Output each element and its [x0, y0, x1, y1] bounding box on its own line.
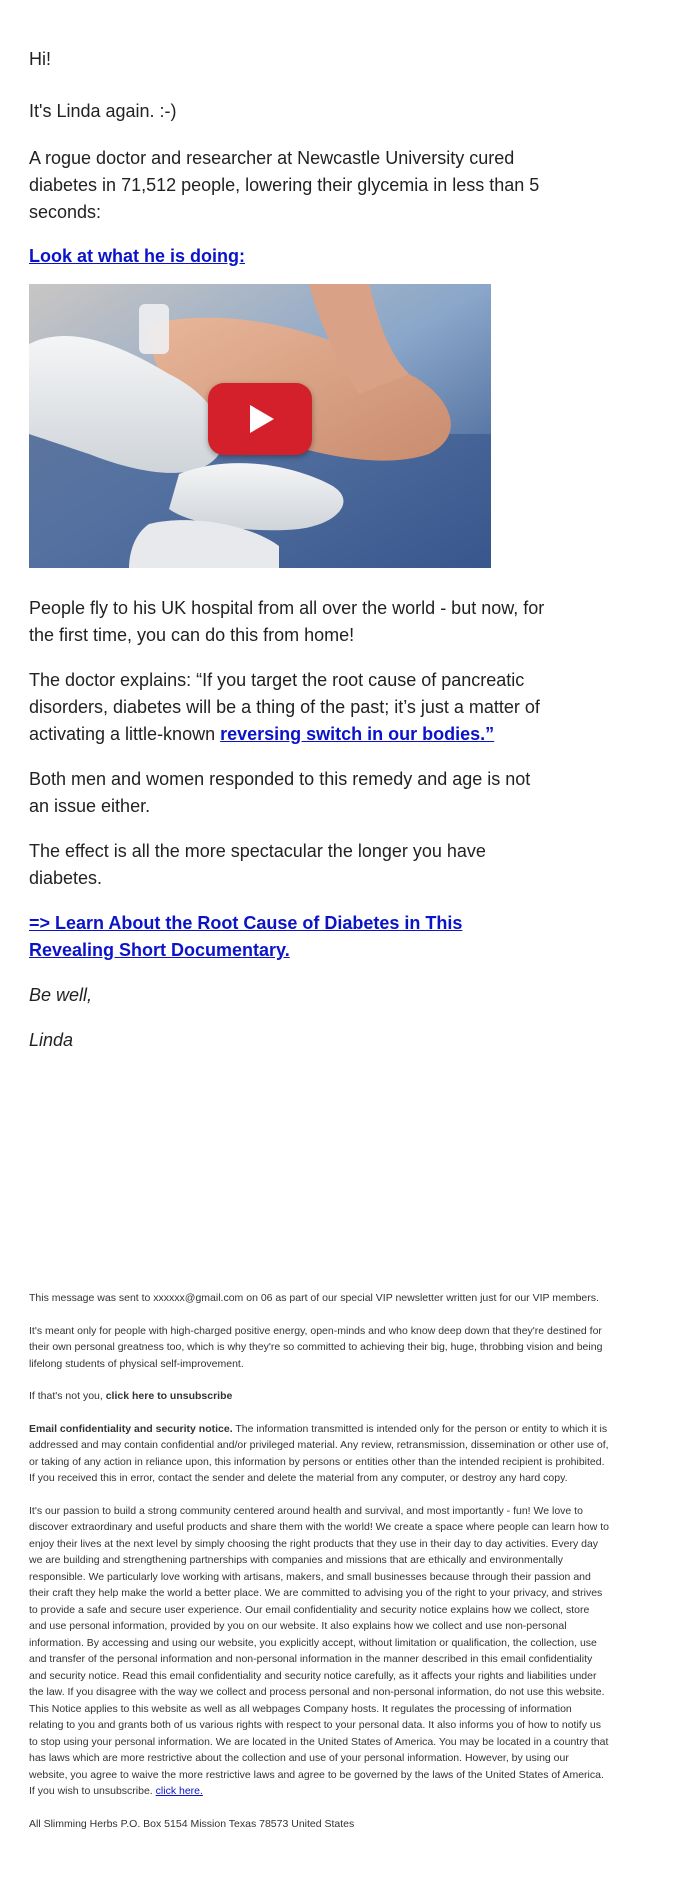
sent-notice: This message was sent to xxxxxx@gmail.com on 06 as part of our special VIP newsletter written just for our VIP members.: [29, 1292, 599, 1304]
postal-address: All Slimming Herbs P.O. Box 5154 Mission Texas 78573 United States: [29, 1817, 355, 1830]
meant-for-notice: It's meant only for people with high-charged positive energy, open-minds and who know deep down that they're destined for their own personal greatness too, which is why they're so committed to achieving their big, huge, throbbing vision and being lifelong students of physical self-improvement.: [29, 1324, 603, 1370]
play-button-icon[interactable]: [208, 383, 312, 455]
confidentiality-text: The information transmitted is intended only for the person or entity to which it is addressed and may contain confidential and/or privileged material. Any review, retransmission, dissemination or other use of, or taking of any action in reliance upon, this information by persons or entities other than the intended recipient is prohibited. If you received this in error, contact the sender and delete the material from any computer, or destroy any hard copy.: [29, 1422, 609, 1484]
intro-line: It's Linda again. :-): [29, 101, 177, 121]
not-you-text: If that's not you,: [29, 1390, 106, 1402]
paragraph-men-women: Both men and women responded to this remedy and age is not an issue either.: [29, 769, 531, 816]
signature: Linda: [29, 1030, 74, 1050]
video-thumbnail[interactable]: [29, 284, 491, 568]
click-here-link[interactable]: click here.: [155, 1785, 203, 1797]
unsubscribe-link[interactable]: click here to unsubscribe: [105, 1390, 233, 1402]
company-notice-text: It's our passion to build a strong community centered around health and survival, and most importantly - fun! We love to discover extraordinary and useful products and share them with the world! We create a space where people can learn how to enjoy their lives at the next level by simply choosing the right products that they use in their day to day activities. Every day we are building and strengthening partnerships with companies and missions that are ethically and environmentally responsible. We particularly love working with artisans, makers, and small businesses because through their passion and their craft they help make the world a better place. We are committed to advising you of the right to your privacy, and strives to provide a safe and secure user experience. Our email confidentiality and security notice explains how we collect, store and use personal information, provided by you on our website. It also explains how we collect and use non-personal information. By accessing and using our website, you explicitly accept, without limitation or qualification, the collection, use and transfer of the personal information and non-personal information in the manner described in this email confidentiality and security notice. Read this email confidentiality and security notice carefully, as it affects your rights and liabilities under the law. If you disagree with the way we collect and process personal and non-personal information, do not use this website. This Notice applies to this website as well as all webpages Company hosts. It regulates the processing of information relating to you and grants both of us various rights with respect to your personal data. It also informs you of how to notify us to stop using your personal information. We are located in the United States of America. You may be located in a country that has laws which are more restrictive about the collection and use of your personal information. However, by using our website, you agree to waive the more restrictive laws and agree to be governed by the laws of the United States of America. If you wish to unsubscribe.: [29, 1504, 609, 1797]
paragraph-cure-claim: A rogue doctor and researcher at Newcastle University cured diabetes in 71,512 people, lowering their glycemia in less than 5 seconds:: [29, 148, 540, 222]
paragraph-fly-to-hospital: People fly to his UK hospital from all over the world - but now, for the first time, you can do this from home!: [29, 598, 545, 645]
sign-off: Be well,: [29, 985, 93, 1005]
reversing-switch-link[interactable]: reversing switch in our bodies.”: [220, 724, 495, 744]
documentary-link[interactable]: => Learn About the Root Cause of Diabetes in This Revealing Short Documentary.: [29, 913, 463, 960]
confidentiality-notice: [29, 1421, 609, 1487]
look-link[interactable]: Look at what he is doing:: [29, 246, 245, 266]
link-wrapper-2: [29, 910, 509, 964]
paragraph-doctor-explains: [29, 667, 549, 748]
paragraph-effect: The effect is all the more spectacular the longer you have diabetes.: [29, 841, 486, 888]
greeting: Hi!: [29, 49, 51, 69]
doctor-quote-text: The doctor explains: “If you target the root cause of pancreatic disorders, diabetes will be a thing of the past; it’s just a matter of activating a little-known: [29, 670, 540, 744]
company-notice: [29, 1503, 609, 1800]
unsubscribe-line: [29, 1388, 609, 1405]
confidentiality-heading: Email confidentiality and security notice.: [29, 1422, 233, 1435]
email-footer: [29, 1290, 609, 1848]
link-wrapper-1: [29, 243, 549, 270]
